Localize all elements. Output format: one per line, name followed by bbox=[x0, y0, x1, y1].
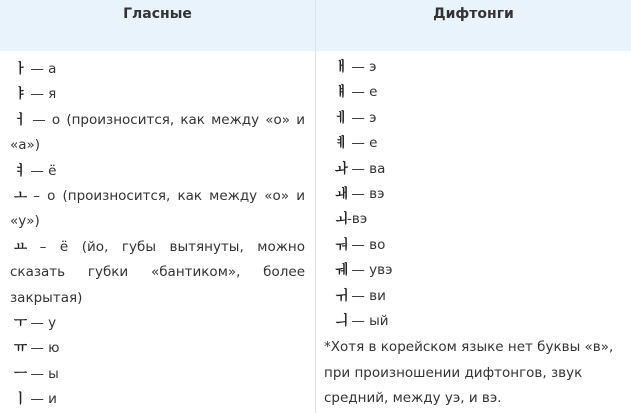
vowel-description: — о (произносится, как между «о» и «а») bbox=[10, 111, 305, 154]
diphthong-description: — е bbox=[351, 135, 378, 152]
vowel-glyph: ㅣ bbox=[14, 391, 27, 408]
diphthong-row bbox=[324, 207, 627, 232]
vowel-row bbox=[10, 235, 305, 311]
vowel-description: — ы bbox=[30, 365, 59, 382]
vowel-row bbox=[10, 311, 305, 336]
diphthong-row bbox=[324, 55, 627, 80]
vowel-description: — я bbox=[30, 86, 57, 103]
diphthong-description: — вэ bbox=[351, 186, 385, 203]
diphthong-description: — э bbox=[351, 59, 377, 75]
vowel-row bbox=[10, 184, 305, 235]
vowel-row bbox=[10, 82, 305, 107]
diphthong-description: — ый bbox=[351, 313, 389, 330]
vowel-row bbox=[10, 159, 305, 184]
vowel-glyph: ㅗ bbox=[14, 188, 27, 205]
diphthong-footnote: *Хотя в корейском языке нет буквы «в», при произношении дифтонгов, звук средний, между уэ, и вэ. bbox=[324, 339, 614, 407]
vowel-row bbox=[10, 108, 305, 159]
vowel-description: — у bbox=[30, 315, 57, 332]
vowel-description: – о (произносится, как между «о» и «у») bbox=[10, 188, 305, 230]
diphthong-description: — увэ bbox=[351, 262, 393, 279]
diphthong-description: — ва bbox=[351, 160, 386, 177]
diphthong-glyph: ㅒ bbox=[335, 84, 348, 101]
vowel-glyph: ㅑ bbox=[14, 86, 27, 103]
vowel-glyph: ㅠ bbox=[14, 340, 27, 357]
diphthong-row bbox=[324, 309, 627, 334]
diphthong-row bbox=[324, 182, 627, 207]
vowel-glyph: ㅛ bbox=[14, 238, 27, 255]
diphthongs-cell bbox=[316, 51, 631, 413]
diphthong-glyph: ㅚ bbox=[335, 211, 348, 228]
diphthong-glyph: ㅟ bbox=[335, 287, 348, 304]
vowel-description: — ю bbox=[30, 340, 60, 357]
vowel-glyph: ㅜ bbox=[14, 315, 27, 332]
vowel-glyph: ㅓ bbox=[14, 111, 27, 128]
diphthong-description: -вэ bbox=[347, 211, 368, 228]
diphthong-row bbox=[324, 131, 627, 156]
diphthong-row bbox=[324, 80, 627, 105]
diphthong-row bbox=[324, 258, 627, 283]
vowel-glyph: ㅕ bbox=[14, 162, 27, 179]
diphthong-glyph: ㅙ bbox=[335, 186, 348, 203]
header-vowels: Гласные bbox=[0, 0, 316, 51]
diphthong-glyph: ㅖ bbox=[335, 135, 348, 152]
vowel-glyph: ㅏ bbox=[14, 61, 27, 77]
diphthong-description: — во bbox=[351, 236, 386, 253]
vowel-row bbox=[10, 57, 305, 82]
diphthong-row bbox=[324, 106, 627, 131]
diphthong-glyph: ㅢ bbox=[335, 313, 348, 330]
diphthong-description: — э bbox=[351, 109, 377, 126]
vowel-description: — и bbox=[30, 391, 57, 408]
diphthong-row bbox=[324, 233, 627, 258]
vowel-description: — а bbox=[30, 61, 57, 77]
diphthong-description: — е bbox=[351, 84, 378, 101]
diphthong-glyph: ㅝ bbox=[335, 236, 348, 253]
vowels-cell bbox=[0, 51, 316, 413]
vowel-row bbox=[10, 336, 305, 361]
diphthong-glyph: ㅞ bbox=[335, 262, 348, 279]
vowel-glyph: ㅡ bbox=[14, 365, 27, 382]
vowel-row bbox=[10, 362, 305, 387]
diphthong-glyph: ㅐ bbox=[335, 59, 348, 75]
vowel-description: — ё bbox=[30, 162, 57, 179]
diphthong-row bbox=[324, 284, 627, 309]
diphthong-glyph: ㅔ bbox=[335, 109, 348, 126]
header-diphthongs: Дифтонги bbox=[316, 0, 631, 51]
vowel-description: – ё (йо, губы вытянуты, можно сказать губки «бантиком», более закрытая) bbox=[10, 238, 306, 306]
diphthong-row bbox=[324, 157, 627, 182]
vowel-row bbox=[10, 387, 305, 412]
diphthong-description: — ви bbox=[351, 287, 386, 304]
diphthong-glyph: ㅘ bbox=[335, 160, 348, 177]
